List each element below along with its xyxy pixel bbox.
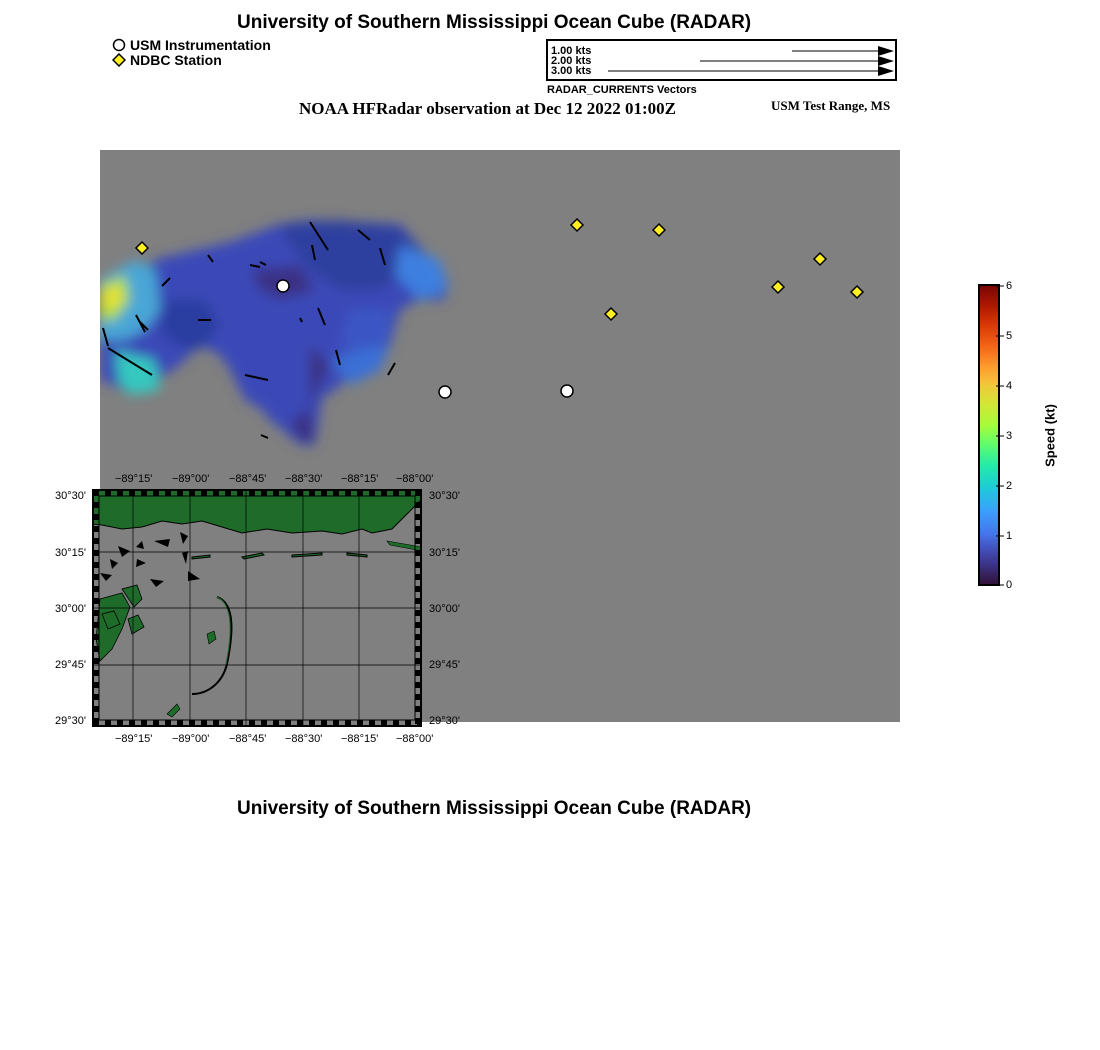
lat-tick-right: 30°00' xyxy=(429,603,460,615)
legend-ndbc-label: NDBC Station xyxy=(130,52,222,68)
lon-tick-bottom: −88°15' xyxy=(341,733,379,745)
vector-caption: RADAR_CURRENTS Vectors xyxy=(547,84,697,96)
map-subtitle: NOAA HFRadar observation at Dec 12 2022 01:00Z xyxy=(299,99,676,118)
location-label: USM Test Range, MS xyxy=(771,98,891,113)
lat-tick-right: 29°30' xyxy=(429,715,460,727)
colorbar-tick: 0 xyxy=(1006,579,1013,591)
lon-tick-bottom: −89°15' xyxy=(115,733,153,745)
legend-usm xyxy=(112,37,271,53)
inset-map-canvas xyxy=(92,489,422,727)
lon-tick-bottom: −88°30' xyxy=(285,733,323,745)
vector-scale-arrows xyxy=(548,41,895,79)
lat-tick-right: 30°15' xyxy=(429,547,460,559)
lat-tick-left: 29°45' xyxy=(55,659,86,671)
lon-tick-top: −88°15' xyxy=(341,473,379,485)
vector-scale-1: 1.00 kts xyxy=(551,45,592,57)
lat-tick-left: 30°30' xyxy=(55,490,86,502)
legend-usm-label: USM Instrumentation xyxy=(130,37,271,53)
lon-tick-top: −89°00' xyxy=(172,473,210,485)
usm-marker-icon xyxy=(112,38,126,52)
colorbar-tick: 3 xyxy=(1006,430,1013,442)
colorbar-tickmarks xyxy=(996,284,1006,588)
colorbar-tick: 1 xyxy=(1006,530,1013,542)
ndbc-marker-icon xyxy=(112,53,126,67)
lon-tick-top: −88°45' xyxy=(229,473,267,485)
vector-scale-3: 3.00 kts xyxy=(551,65,592,77)
lat-tick-right: 29°45' xyxy=(429,659,460,671)
colorbar-tick: 4 xyxy=(1006,380,1013,392)
usm-instrument-marker[interactable] xyxy=(439,386,451,398)
colorbar-tick: 5 xyxy=(1006,330,1013,342)
lon-tick-top: −88°30' xyxy=(285,473,323,485)
lat-tick-left: 30°00' xyxy=(55,603,86,615)
colorbar-tick: 2 xyxy=(1006,480,1013,492)
inset-map xyxy=(92,489,422,727)
lon-tick-top: −88°00' xyxy=(396,473,434,485)
lat-tick-left: 30°15' xyxy=(55,547,86,559)
lon-tick-top: −89°15' xyxy=(115,473,153,485)
colorbar-tick: 6 xyxy=(1006,280,1013,292)
usm-instrument-marker[interactable] xyxy=(277,280,289,292)
usm-instrument-marker[interactable] xyxy=(561,385,573,397)
footer-title: University of Southern Mississippi Ocean Cube (RADAR) xyxy=(237,798,752,819)
lon-tick-bottom: −88°45' xyxy=(229,733,267,745)
vector-scale-2: 2.00 kts xyxy=(551,55,592,67)
lat-tick-left: 29°30' xyxy=(55,715,86,727)
lon-tick-bottom: −89°00' xyxy=(172,733,210,745)
colorbar-label: Speed (kt) xyxy=(1042,404,1058,467)
lat-tick-right: 30°30' xyxy=(429,490,460,502)
vector-scale-legend xyxy=(546,39,897,81)
legend-ndbc xyxy=(112,52,222,68)
lon-tick-bottom: −88°00' xyxy=(396,733,434,745)
map-title: University of Southern Mississippi Ocean Cube (RADAR) xyxy=(237,12,752,33)
